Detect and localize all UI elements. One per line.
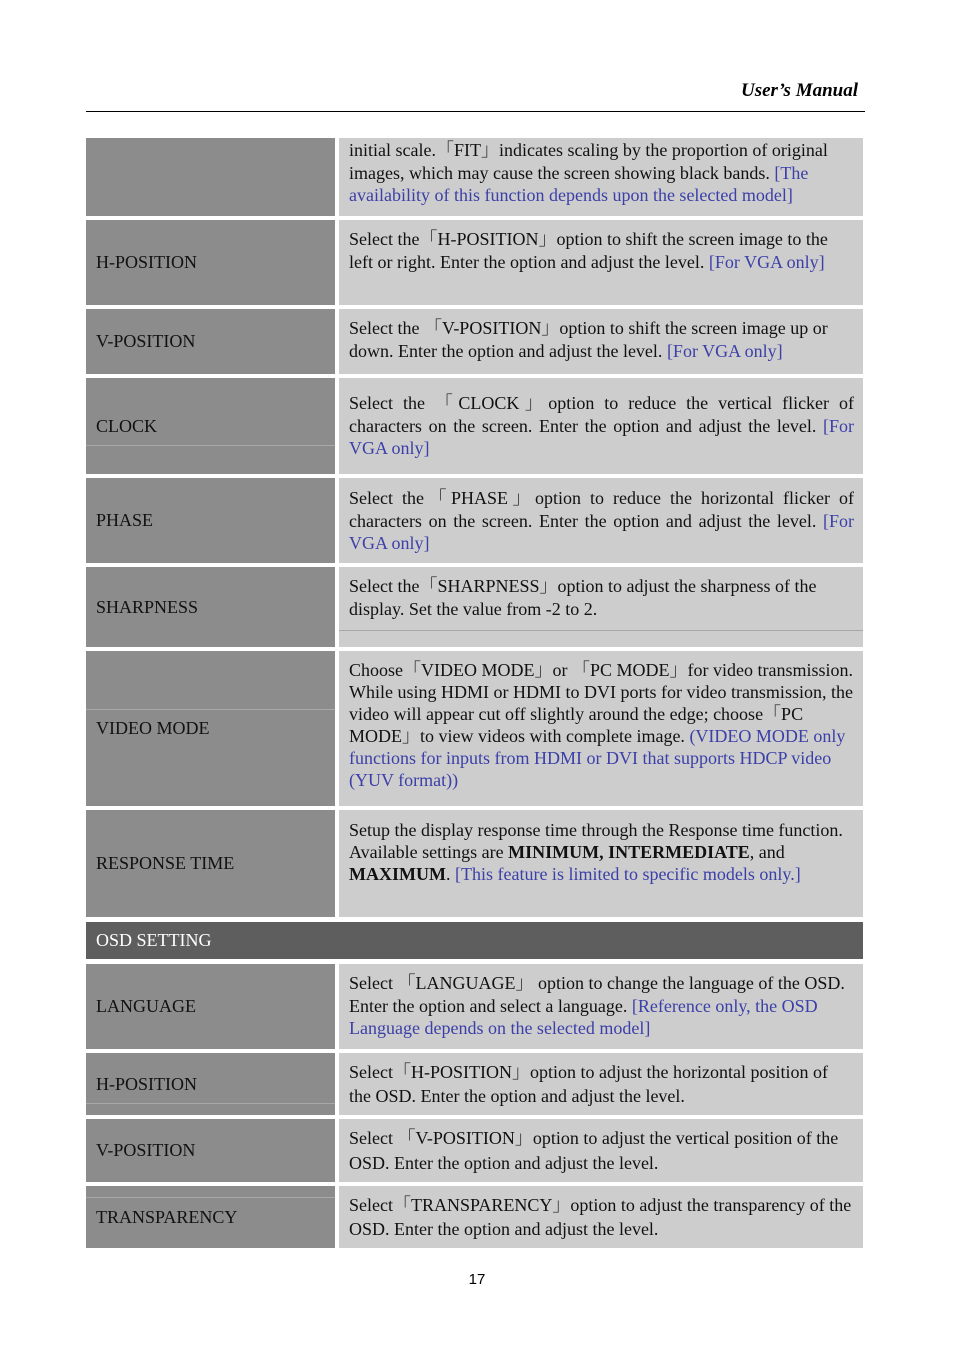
row-label: V-POSITION [86,309,335,374]
setting-minimum-intermediate: MINIMUM, INTERMEDIATE [508,842,750,862]
description-text: Choose「VIDEO MODE」or 「PC MODE」for video transmission. While using HDMI or HDMI to DVI ports for video transmission, the video will appear cut off slightly around the edge; choose「PC MODE」to view videos with complete image. [349,660,853,746]
cell-divider [86,1197,335,1198]
cell-divider [339,630,863,631]
description-text: . [445,864,455,884]
row-description [339,138,863,216]
row-label: SHARPNESS [86,567,335,647]
hdmi-note: (VIDEO MODE only functions for inputs from HDMI or DVI that supports HDCP video (YUV format)) [349,726,846,790]
description-text: Select「TRANSPARENCY」option to adjust the transparency of the OSD. Enter the option and adjust the level. [349,1195,852,1239]
row-description [339,478,863,563]
table-row-response-time [86,810,863,917]
row-description [339,220,863,305]
table-row-v-position [86,309,863,374]
row-label: LANGUAGE [86,964,335,1049]
row-label: TRANSPARENCY [86,1186,335,1248]
row-description [339,567,863,647]
row-label [86,138,335,216]
vga-note: [For VGA only] [349,415,854,458]
description-text: Select 「V-POSITION」option to adjust the vertical position of the OSD. Enter the option and adjust the level. [349,1128,839,1173]
description-text: Select the「SHARPNESS」option to adjust the sharpness of the display. Set the value from -2 to 2. [349,576,817,619]
row-description [339,1186,863,1248]
description-text: Setup the display response time through the Response time function. Available settings are [349,820,843,862]
header-title: User’s Manual [740,80,858,101]
page-number: 17 [468,1271,486,1288]
description-text: , and [749,842,785,862]
row-description [339,1053,863,1115]
table-row-transparency [86,1186,863,1248]
description-text: Select the「H-POSITION」option to shift the screen image to the left or right. Enter the option and adjust the level. [349,229,828,272]
description-text: Select the「PHASE」option to reduce the horizontal flicker of characters on the screen. Enter the option and adjust the level. [349,488,854,531]
row-label: VIDEO MODE [86,651,335,806]
row-description [339,309,863,374]
table-row-phase [86,478,863,563]
description-text: initial scale.「FIT」indicates scaling by the proportion of original images, which may cause the screen showing black bands. [349,140,828,183]
table-row-osd-v-position [86,1119,863,1182]
setting-maximum: MAXIMUM [349,864,446,884]
table-row-language [86,964,863,1049]
row-label: V-POSITION [86,1119,335,1182]
row-description [339,964,863,1049]
cell-divider [86,445,335,446]
description-text: Select「H-POSITION」option to adjust the horizontal position of the OSD. Enter the option and adjust the level. [349,1062,828,1106]
vga-note: [For VGA only] [666,340,783,361]
row-description [339,378,863,474]
table-row-video-mode [86,651,863,806]
model-note: [Reference only, the OSD Language depends on the selected model] [349,995,818,1038]
model-note: [This feature is limited to specific models only.] [454,864,801,884]
row-description [339,1119,863,1182]
cell-divider [86,1103,335,1104]
table-row-osd-h-position [86,1053,863,1115]
description-text: Select the 「V-POSITION」option to shift the screen image up or down. Enter the option and adjust the level. [349,318,828,361]
header-rule [86,111,865,112]
row-description [339,810,863,917]
row-label: H-POSITION [86,1053,335,1115]
cell-divider [86,709,335,710]
row-label: H-POSITION [86,220,335,305]
model-note: [The availability of this function depends upon the selected model] [349,162,809,205]
table-row-sharpness [86,567,863,647]
row-label: PHASE [86,478,335,563]
row-description [339,651,863,806]
description-text: Select the 「CLOCK」option to reduce the vertical flicker of characters on the screen. Enter the option and adjust the level. [349,393,854,436]
section-header-osd-setting: OSD SETTING [86,922,863,959]
vga-note: [For VGA only] [708,251,825,272]
vga-note: [For VGA only] [349,510,854,553]
row-label: CLOCK [86,378,335,474]
description-text: Select 「LANGUAGE」 option to change the language of the OSD. Enter the option and select a language. [349,973,845,1016]
row-label: RESPONSE TIME [86,810,335,917]
table-row-clock [86,378,863,474]
table-row-h-position [86,220,863,305]
table-row-scaling-continued [86,138,863,216]
